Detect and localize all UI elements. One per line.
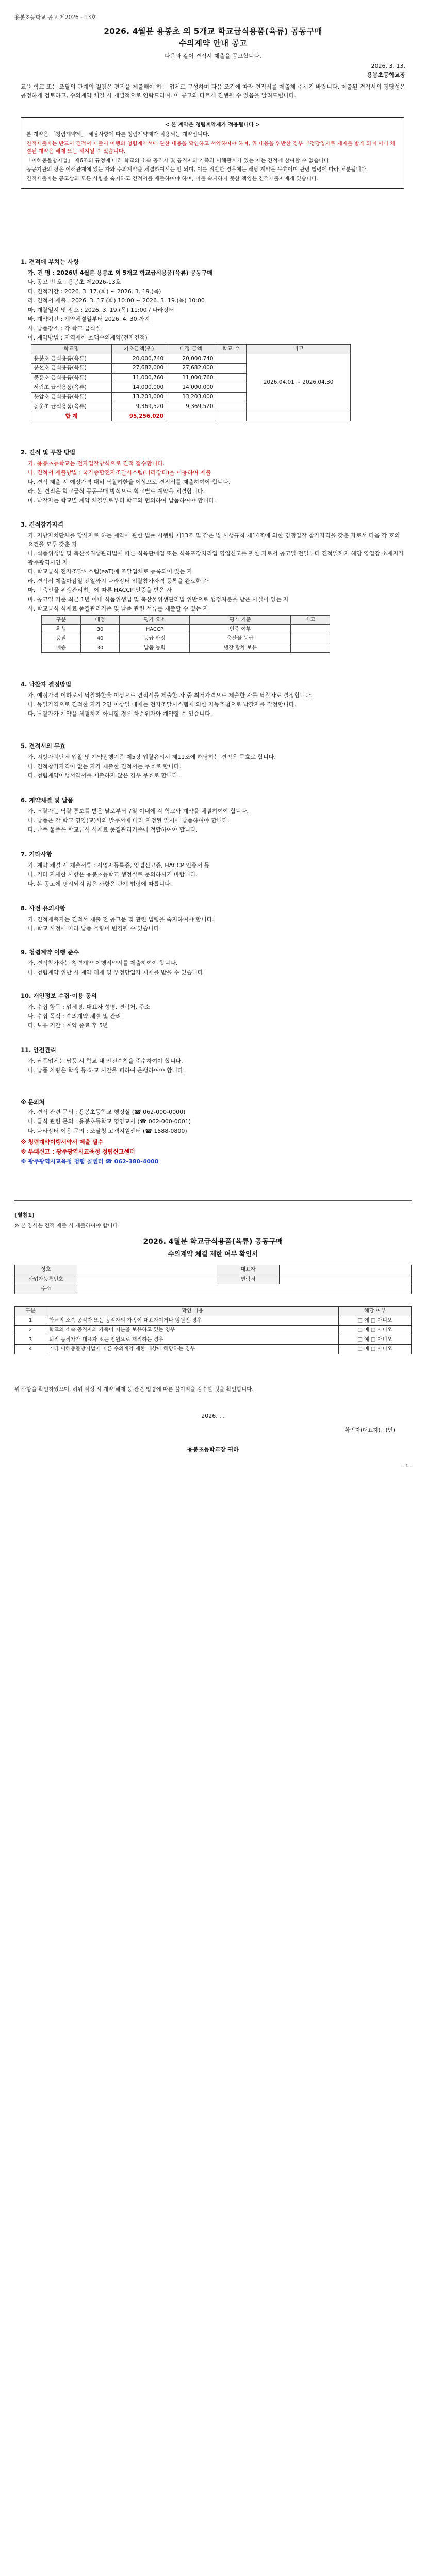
notice-date: 2026. 3. 13. [371, 63, 405, 70]
cell: 기타 이해충돌방지법에 따른 수의계약 제한 대상에 해당하는 경우 [46, 1345, 339, 1354]
cell: HACCP [120, 625, 190, 634]
section-3 [21, 520, 405, 655]
col-header: 학교 수 [216, 345, 247, 354]
corruption-report-note: ※ 부패신고 : 광주광역시교육청 청렴신고센터 [21, 1148, 135, 1155]
section-line: 다. 청렴계약이행서약서를 제출하지 않은 경우 무효로 합니다. [28, 772, 179, 779]
section-line: 다. 본 공고에 명시되지 않은 사항은 관계 법령에 따릅니다. [28, 880, 172, 887]
cell-alloc: 11,000,760 [166, 374, 216, 383]
section-line: 나. 납품은 각 학교 영양(교)사의 발주서에 따라 지정된 일시에 납품하여야 합니다. [28, 817, 230, 824]
cell-count [216, 393, 247, 402]
section-title: 1. 견적에 부치는 사항 [21, 258, 79, 265]
check-option[interactable]: □ 예 □ 아니오 [339, 1316, 412, 1326]
cell [291, 643, 330, 653]
col-header: 평가 요소 [120, 616, 190, 625]
integrity-callcenter-note: ※ 광주광역시교육청 청렴 콜센터 ☎ 062-380-4000 [21, 1158, 159, 1165]
issuing-org: 용봉초등학교장 [367, 72, 405, 79]
section-line: 나. 식품위생법 및 축산물위생관리법에 따른 식육판매업 또는 식육포장처리업 영업신고를 필한 자로서 공고일 전일부터 견적일까지 해당 영업장 소재지가 광주광역시인 자 [28, 550, 404, 566]
notice-number: 용봉초등학교 공고 제2026 - 13호 [14, 14, 96, 21]
date-org-block [367, 62, 405, 79]
cell-note: 2026.04.01 ~ 2026.04.30 [247, 354, 351, 412]
table-row [15, 1265, 412, 1275]
section-line: 나. 납품 차량은 학생 등·하교 시간을 피하여 운행하여야 합니다. [28, 1066, 185, 1074]
form-note: ※ 본 양식은 견적 제출 시 제출하여야 합니다. [14, 1223, 120, 1229]
section-4 [21, 680, 405, 719]
form-title: 2026. 4월분 학교급식용품(육류) 공동구매 [143, 1238, 283, 1246]
table-row [42, 643, 330, 653]
col-header: 비고 [291, 616, 330, 625]
section-title: 5. 견적서의 무효 [21, 742, 66, 750]
contact-line: 가. 견적 관련 문의 : 용봉초등학교 행정실 (☎ 062-000-0000) [28, 1108, 186, 1115]
sum-value: 95,256,020 [111, 412, 166, 421]
form-date: 2026. . . [201, 1413, 225, 1419]
cell: 납품 능력 [120, 643, 190, 653]
ceo-name-field[interactable] [280, 1265, 412, 1275]
notice-line: 본 계약은 「청렴계약제」 해당사항에 따른 청렴계약제가 적용되는 계약입니다. [26, 131, 210, 138]
section-line: 가. 견적제출자는 견적서 제출 전 공고문 및 관련 법령을 숙지하여야 합니다. [28, 916, 214, 923]
table-row [15, 1275, 412, 1284]
check-option[interactable]: □ 예 □ 아니오 [339, 1345, 412, 1354]
table-row [15, 1316, 412, 1326]
col-header: 구분 [15, 1307, 46, 1316]
section-line: 다. 학교급식 전자조달시스템(eaT)에 조달업체로 등록되어 있는 자 [28, 568, 192, 575]
col-header: 해당 여부 [339, 1307, 412, 1316]
section-1 [21, 258, 405, 423]
col-header: 평가 기준 [190, 616, 291, 625]
contact-line: ※ 문의처 [21, 1099, 45, 1106]
cell: 학교의 소속 공직자의 가족이 지분을 보유하고 있는 경우 [46, 1326, 339, 1335]
table-header-row [31, 345, 351, 354]
table-row [31, 354, 351, 364]
item-table [31, 344, 351, 421]
section-line: 라. 견적서 제출 : 2026. 3. 17.(화) 10:00 ~ 2026. 3. 19.(목) 10:00 [28, 297, 205, 304]
cell-school: 문흥초 급식용품(육류) [31, 374, 112, 383]
notice-line: 견적제출자는 공고상의 모든 사항을 숙지하고 견적서를 제출하여야 하며, 이를 숙지하지 못한 책임은 견적제출자에게 있습니다. [26, 175, 319, 182]
cell-base: 11,000,760 [111, 374, 166, 383]
section-line: 라. 견적서 제출마감일 전일까지 나라장터 입찰참가자격 등록을 완료한 자 [28, 578, 209, 585]
attachment-label: [별첨1] [14, 1212, 35, 1218]
cell-count [216, 364, 247, 374]
cell: 3 [15, 1335, 46, 1345]
intro-paragraph: 교육 학교 또는 조달의 관계의 절점은 견적을 제출해야 하는 업체로 구성하며 다음 조건에 따라 견적서를 제출해 주시기 바랍니다. 제출된 견적서의 정당성은 공정하게 검토하고, 수의계약 체결 시 개별적으로 연락드리며, 이 공고와 다르게 진행될 수 있음을 알려드립니다. [21, 83, 405, 99]
table-row [42, 625, 330, 634]
section-line: 나. 견적참가자격이 없는 자가 제출한 견적서는 무효로 합니다. [28, 762, 182, 770]
section-line: 바. 계약기간 : 계약체결일부터 2026. 4. 30.까지 [28, 316, 150, 323]
company-name-field[interactable] [77, 1265, 217, 1275]
company-info-table [14, 1265, 412, 1294]
section-line: 사. 납품장소 : 각 학교 급식실 [28, 325, 101, 332]
section-title: 3. 견적참가자격 [21, 521, 64, 528]
cell-alloc: 20,000,740 [166, 354, 216, 364]
section-line: 가. 계약 체결 시 제출서류 : 사업자등록증, 영업신고증, HACCP 인증서 등 [28, 861, 210, 869]
label-cell: 사업자등록번호 [15, 1275, 77, 1284]
cell: 냉장 탑차 보유 [190, 643, 291, 653]
sum-label: 합 계 [31, 412, 112, 421]
section-title: 6. 계약체결 및 납품 [21, 796, 74, 804]
address-field[interactable] [77, 1284, 412, 1294]
cell-alloc: 13,203,000 [166, 393, 216, 402]
cell: 40 [80, 634, 120, 643]
section-7 [21, 850, 405, 889]
page-title [0, 26, 426, 50]
integrity-notice-box [21, 117, 404, 189]
contact-line: 다. 나라장터 이용 문의 : 조달청 고객지원센터 (☎ 1588-0800) [28, 1127, 187, 1134]
section-8 [21, 904, 405, 934]
label-cell: 상호 [15, 1265, 77, 1275]
section-2 [21, 448, 405, 505]
criteria-table [41, 615, 330, 653]
section-line: 나. 청렴계약 위반 시 계약 해제 및 부정당업자 제재를 받을 수 있습니다. [28, 969, 205, 976]
cell: 등급 판정 [120, 634, 190, 643]
section-line: 나. 견적서 제출방법 : 국가종합전자조달시스템(나라장터)을 이용하여 제출 [28, 469, 211, 476]
cell: 1 [15, 1316, 46, 1326]
cell: 배송 [42, 643, 81, 653]
section-line: 다. 보유 기간 : 계약 종료 후 5년 [28, 1022, 108, 1029]
cell-base: 27,682,000 [111, 364, 166, 374]
section-line: 사. 학교급식 식재료 품질관리기준 및 납품 관련 서류를 제출할 수 있는 자 [28, 605, 209, 613]
cell: 학교의 소속 공직자 또는 공직자의 가족이 대표자이거나 임원인 경우 [46, 1316, 339, 1326]
section-line: 다. 견적기간 : 2026. 3. 17.(화) ~ 2026. 3. 19.(목) [28, 287, 161, 295]
cell-base: 20,000,740 [111, 354, 166, 364]
section-title: 10. 개인정보 수집·이용 동의 [21, 992, 97, 999]
section-line: 아. 계약방법 : 지역제한 소액수의계약(전자견적) [28, 334, 148, 342]
section-title: 2. 견적 및 투찰 방법 [21, 449, 76, 456]
table-row [15, 1284, 412, 1294]
section-10 [21, 992, 405, 1030]
section-line: 마. 개찰일시 및 장소 : 2026. 3. 19.(목) 11:00 / 나라장터 [28, 307, 174, 313]
page-divider [14, 1200, 412, 1201]
contact-line: 나. 급식 관련 문의 : 용봉초등학교 영양교사 (☎ 062-000-0001) [28, 1118, 191, 1125]
cell: 품질 [42, 634, 81, 643]
section-9 [21, 948, 405, 977]
page-number: - 1 - [402, 1464, 412, 1469]
section-line: 가. 용봉초등학교는 전자입찰방식으로 견적 접수합니다. [28, 460, 165, 467]
check-option[interactable]: □ 예 □ 아니오 [339, 1326, 412, 1335]
cell: 30 [80, 643, 120, 653]
notice-line: 「이해충돌방지법」 제6조의 규정에 따라 학교의 소속 공직자 및 공직자의 가족과 이해관계가 있는 자는 견적에 참여할 수 없습니다. [26, 157, 331, 164]
col-header: 배정 금액 [166, 345, 216, 354]
section-6 [21, 796, 405, 835]
col-header: 구분 [42, 616, 81, 625]
section-line: 다. 납품 물품은 학교급식 식재료 품질관리기준에 적합하여야 합니다. [28, 826, 198, 833]
cell-count [216, 354, 247, 364]
form-closing-text: 위 사항을 확인하였으며, 허위 작성 시 계약 해제 등 관련 법령에 따른 불이익을 감수할 것을 확인합니다. [14, 1386, 254, 1393]
cell: 퇴직 공직자가 대표자 또는 임원으로 재직하는 경우 [46, 1335, 339, 1345]
contact-block [21, 1097, 405, 1166]
section-line: 마. 낙찰자는 학교별 계약 체결일로부터 학교와 협의하여 납품하여야 합니다. [28, 497, 216, 504]
cell-school: 용봉초 급식용품(육류) [31, 354, 112, 364]
col-header: 비고 [247, 345, 351, 354]
cell-base: 14,000,000 [111, 383, 166, 393]
cell-count [216, 383, 247, 393]
biz-number-field[interactable] [77, 1275, 217, 1284]
table-row [15, 1335, 412, 1345]
cell: 2 [15, 1326, 46, 1335]
section-line: 가. 지방자치단체 입찰 및 계약집행기준 제5장 입찰유의서 제11조에 해당하는 견적은 무효로 합니다. [28, 753, 276, 760]
cell: 4 [15, 1345, 46, 1354]
check-option[interactable]: □ 예 □ 아니오 [339, 1335, 412, 1345]
col-header: 학교명 [31, 345, 112, 354]
cell-alloc: 14,000,000 [166, 383, 216, 393]
section-11 [21, 1046, 405, 1075]
section-title: 8. 사전 유의사항 [21, 905, 66, 912]
section-line: 라. 본 견적은 학교급식 공동구매 방식으로 학교별로 계약을 체결합니다. [28, 487, 205, 495]
cell-alloc: 27,682,000 [166, 364, 216, 374]
cell-base: 9,369,520 [111, 402, 166, 412]
cell: 위생 [42, 625, 81, 634]
cell: 인증 여부 [190, 625, 291, 634]
integrity-notice-title: < 본 계약은 청렴계약제가 적용됩니다 > [165, 122, 260, 128]
cell-school: 서림초 급식용품(육류) [31, 383, 112, 393]
title-line-1: 2026. 4월분 용봉초 외 5개교 학교급식용품(육류) 공동구매 [104, 27, 322, 36]
section-line: 마. 「축산물 위생관리법」에 따른 HACCP 인증을 받은 자 [28, 587, 172, 594]
table-header-row [15, 1307, 412, 1316]
section-line: 가. 예정가격 이하로서 낙찰하한율 이상으로 견적서를 제출한 자 중 최저가격으로 제출한 자를 낙찰자로 결정합니다. [28, 691, 313, 699]
notice-line: 공공기관의 장은 이해관계에 있는 자와 수의계약을 체결하여서는 안 되며, 이를 위반한 경우에는 해당 계약은 무효이며 관련 법령에 따라 처분됩니다. [26, 166, 368, 173]
cell-school: 운암초 급식용품(육류) [31, 393, 112, 402]
section-line: 나. 공고 번 호 : 용봉초 제2026-13호 [28, 278, 121, 285]
section-title: 4. 낙찰자 결정방법 [21, 681, 72, 688]
cell: 30 [80, 625, 120, 634]
form-subtitle: 수의계약 체결 제한 여부 확인서 [168, 1250, 258, 1258]
cell-count [216, 374, 247, 383]
page-subtitle: 다음과 같이 견적서 제출을 공고합니다. [165, 53, 261, 59]
col-header: 기초금액(원) [111, 345, 166, 354]
cell-count [216, 402, 247, 412]
section-line: 가. 견적참가자는 청렴계약 이행서약서를 제출하여야 합니다. [28, 959, 178, 967]
cell: 축산물 등급 [190, 634, 291, 643]
integrity-pledge-note: ※ 청렴계약이행서약서 제출 필수 [21, 1139, 104, 1146]
cell-alloc: 9,369,520 [166, 402, 216, 412]
title-line-2: 수의계약 안내 공고 [178, 39, 248, 48]
section-title: 11. 안전관리 [21, 1046, 56, 1054]
table-row [42, 634, 330, 643]
section-5 [21, 742, 405, 781]
cell-school: 봉선초 급식용품(육류) [31, 364, 112, 374]
label-cell: 대표자 [217, 1265, 280, 1275]
section-title: 7. 기타사항 [21, 851, 52, 858]
section-line: 나. 수집 목적 : 수의계약 체결 및 관리 [28, 1012, 121, 1020]
section-line: 바. 공고일 기준 최근 1년 이내 식품위생법 및 축산물위생관리법 위반으로 행정처분을 받은 사실이 없는 자 [28, 596, 289, 603]
table-row [15, 1326, 412, 1335]
label-cell: 연락처 [217, 1275, 280, 1284]
section-line: 가. 건 명 : 2026년 4월분 용봉초 외 5개교 학교급식용품(육류) 공동구매 [28, 269, 212, 276]
section-line: 나. 기타 자세한 사항은 용봉초등학교 행정실로 문의하시기 바랍니다. [28, 871, 198, 878]
section-line: 가. 지방자치단체를 당사자로 하는 계약에 관한 법률 시행령 제13조 및 같은 법 시행규칙 제14조에 의한 경쟁입찰 참가자격을 갖춘 자로서 다음 각 호의 요건을 모두 갖춘 자 [28, 532, 400, 548]
notice-line: 견적제출자는 반드시 견적서 제출시 이행의 청렴계약서에 관한 내용을 확인하고 서약하여야 하며, 위 내용을 위반한 경우 부정당업자로 제재를 받게 되며 이미 체결된 계약은 해제 또는 해지될 수 있습니다. [26, 140, 396, 155]
section-line: 가. 납품업체는 납품 시 학교 내 안전수칙을 준수하여야 합니다. [28, 1057, 183, 1064]
section-title: 9. 청렴계약 이행 준수 [21, 948, 79, 956]
table-header-row [42, 616, 330, 625]
col-header: 배점 [80, 616, 120, 625]
signature-line: 확인자(대표자) : (인) [345, 1427, 395, 1433]
table-sum-row [31, 412, 351, 421]
cell-base: 13,203,000 [111, 393, 166, 402]
form-addressee: 용봉초등학교장 귀하 [187, 1446, 239, 1453]
section-line: 다. 견적 제출 시 예정가격 대비 낙찰하한율 이상으로 견적서를 제출하여야 합니다. [28, 478, 231, 485]
section-line: 나. 학교 사정에 따라 납품 물량이 변경될 수 있습니다. [28, 925, 161, 932]
section-line: 다. 낙찰자가 계약을 체결하지 아니할 경우 차순위자와 계약할 수 있습니다. [28, 710, 212, 717]
cell-school: 동운초 급식용품(육류) [31, 402, 112, 412]
phone-field[interactable] [280, 1275, 412, 1284]
label-cell: 주소 [15, 1284, 77, 1294]
cell [291, 625, 330, 634]
restriction-check-table [14, 1306, 412, 1354]
cell [291, 634, 330, 643]
table-row [15, 1345, 412, 1354]
section-line: 나. 동일가격으로 견적한 자가 2인 이상일 때에는 전자조달시스템에 의한 자동추첨으로 낙찰자를 결정합니다. [28, 701, 296, 708]
section-line: 가. 수집 항목 : 업체명, 대표자 성명, 연락처, 주소 [28, 1003, 150, 1010]
section-line: 가. 낙찰자는 낙찰 통보를 받은 날로부터 7일 이내에 각 학교와 계약을 체결하여야 합니다. [28, 807, 249, 815]
col-header: 확인 내용 [46, 1307, 339, 1316]
